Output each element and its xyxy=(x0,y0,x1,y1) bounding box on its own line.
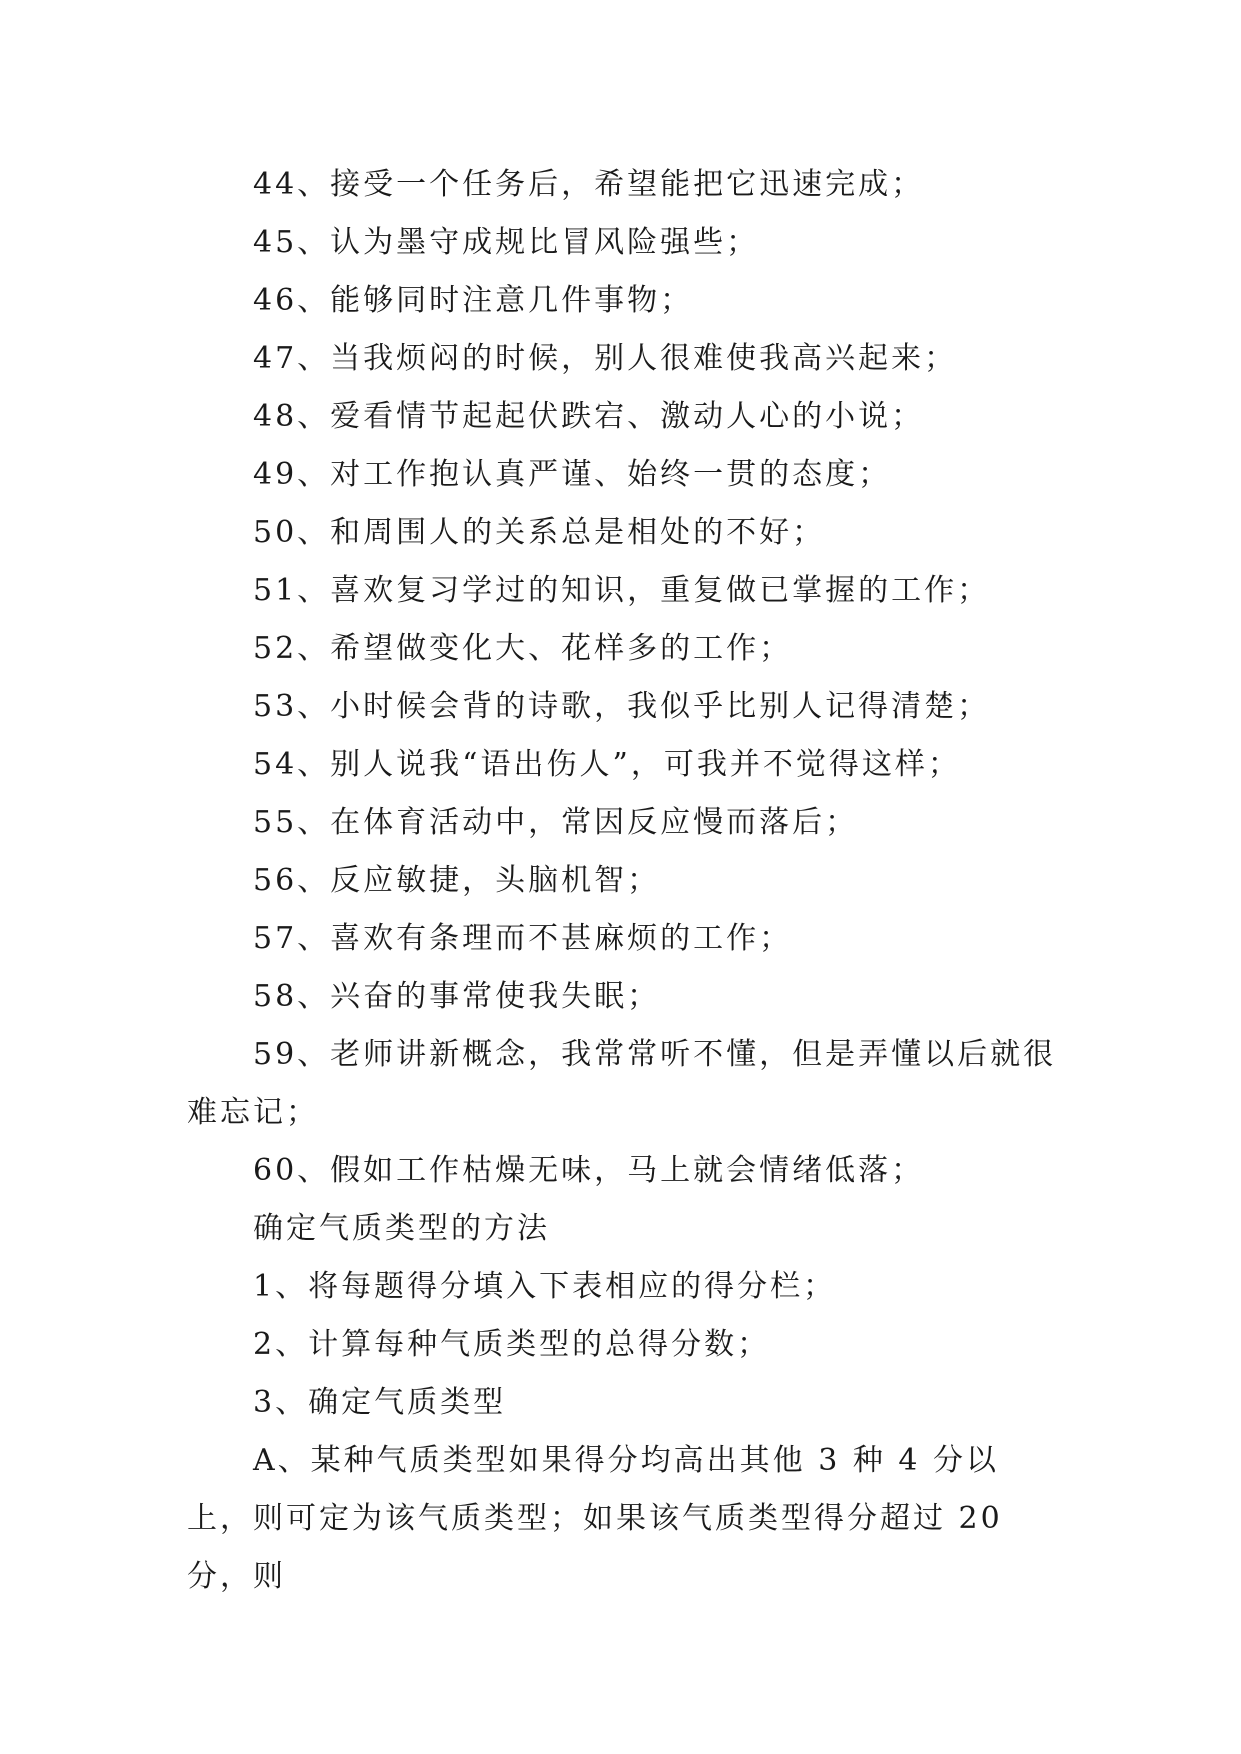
section-heading: 确定气质类型的方法 xyxy=(253,1211,550,1246)
question-item-53: 53、小时候会背的诗歌，我似乎比别人记得清楚； xyxy=(253,689,991,724)
rule-a-paragraph: A、某种气质类型如果得分均高出其他 3 种 4 分以上，则可定为该气质类型；如果该气质类型得分超过 20 分，则 xyxy=(187,1443,1003,1594)
question-item-46: 46、能够同时注意几件事物； xyxy=(253,283,694,318)
method-step-1: 1、将每题得分填入下表相应的得分栏； xyxy=(253,1269,837,1304)
question-item-47: 47、当我烦闷的时候，别人很难使我高兴起来； xyxy=(253,341,958,376)
question-item-50: 50、和周围人的关系总是相处的不好； xyxy=(253,515,826,550)
question-item-60: 60、假如工作枯燥无味，马上就会情绪低落； xyxy=(253,1153,925,1188)
question-item-59: 59、老师讲新概念，我常常听不懂，但是弄懂以后就很难忘记； xyxy=(187,1037,1057,1130)
question-item-54: 54、别人说我“语出伤人”，可我并不觉得这样； xyxy=(253,747,961,782)
document-body xyxy=(187,156,1057,1606)
question-item-52: 52、希望做变化大、花样多的工作； xyxy=(253,631,793,666)
method-step-2: 2、计算每种气质类型的总得分数； xyxy=(253,1327,771,1362)
question-item-58: 58、兴奋的事常使我失眠； xyxy=(253,979,661,1014)
question-item-44: 44、接受一个任务后，希望能把它迅速完成； xyxy=(253,167,925,202)
question-item-55: 55、在体育活动中，常因反应慢而落后； xyxy=(253,805,859,840)
question-item-48: 48、爱看情节起起伏跌宕、激动人心的小说； xyxy=(253,399,925,434)
question-item-56: 56、反应敏捷，头脑机智； xyxy=(253,863,661,898)
question-item-57: 57、喜欢有条理而不甚麻烦的工作； xyxy=(253,921,793,956)
question-item-49: 49、对工作抱认真严谨、始终一贯的态度； xyxy=(253,457,892,492)
method-step-3: 3、确定气质类型 xyxy=(253,1385,507,1420)
question-item-51: 51、喜欢复习学过的知识，重复做已掌握的工作； xyxy=(253,573,991,608)
question-item-45: 45、认为墨守成规比冒风险强些； xyxy=(253,225,760,260)
